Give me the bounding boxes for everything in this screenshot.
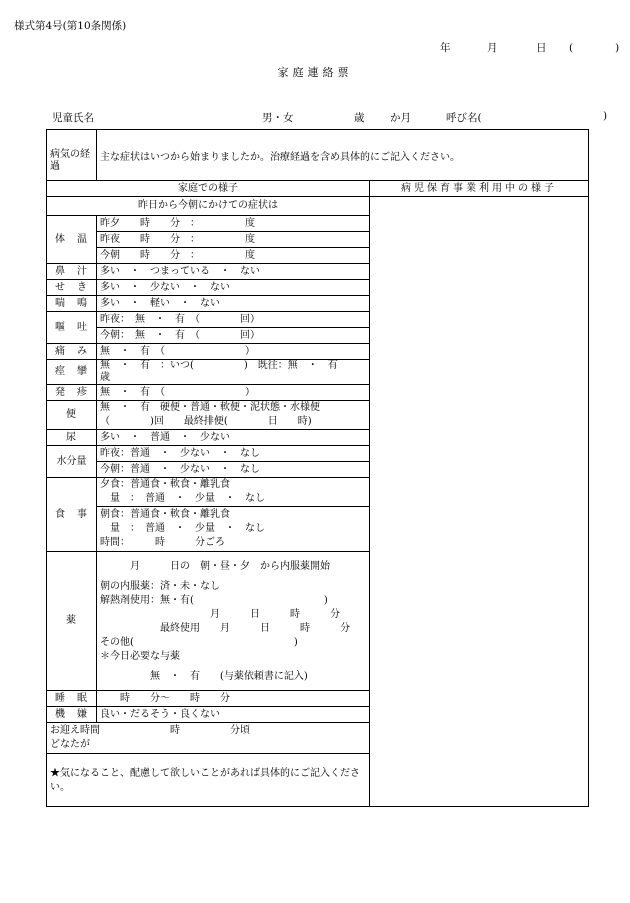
breakfast-line-1: 朝食：普通食・軟食・離乳食: [100, 509, 230, 520]
date-month: 月: [487, 42, 498, 54]
medicine-line-6: 最終使用 月 日 時 分: [100, 623, 350, 634]
cough-label: せ き: [47, 280, 97, 296]
pickup-time-line: [50, 724, 366, 738]
breakfast-line-2: 量 ： 普通 ・ 少量 ・ なし: [100, 523, 265, 534]
temperature-label: 体 温: [47, 216, 97, 264]
notes-field[interactable]: [47, 754, 370, 807]
vomit-night[interactable]: 昨夜： 無 ・ 有 （ 回）: [97, 312, 370, 328]
urine-options[interactable]: 多い ・ 普通 ・ 少ない: [97, 430, 370, 446]
wheeze-label: 喘 鳴: [47, 296, 97, 312]
seizure-options[interactable]: 無 ・ 有 ：いつ( ) 既往：無 ・ 有 歳: [97, 360, 370, 385]
stool-line-1: 無 ・ 有 硬便・普通・軟便・泥状態・水様便: [100, 402, 320, 413]
medicine-field[interactable]: [97, 552, 370, 691]
pickup-who: どなたが: [50, 739, 90, 750]
nickname-close: ): [603, 110, 608, 122]
dinner-line-1: 夕食：普通食・軟食・離乳食: [100, 479, 230, 490]
vomit-label: 嘔 吐: [47, 312, 97, 344]
temperature-night[interactable]: 昨夜 時 分 ： 度: [97, 232, 370, 248]
vomit-morning[interactable]: 今朝： 無 ・ 有 （ 回）: [97, 328, 370, 344]
meal-label: 食 事: [47, 478, 97, 552]
sex-label: 男・女: [262, 112, 294, 124]
urine-label: 尿: [47, 430, 97, 446]
medicine-line-5: 月 日 時 分: [100, 609, 340, 620]
medicine-line-3: 朝の内服薬：済・未・なし: [100, 581, 220, 592]
temperature-evening[interactable]: 昨夕 時 分 ： 度: [97, 216, 370, 232]
runny-nose-label: 鼻 汁: [47, 264, 97, 280]
wheeze-options[interactable]: 多い ・ 軽い ・ ない: [97, 296, 370, 312]
form-number: 様式第4号(第10条関係): [14, 20, 127, 32]
sleep-label: 睡 眠: [47, 691, 97, 707]
illness-field[interactable]: [97, 130, 589, 181]
dinner-line-2: 量 ： 普通 ・ 少量 ・ なし: [100, 493, 265, 504]
page-title: 家庭連絡票: [277, 66, 353, 79]
sleep-time[interactable]: 時 分〜 時 分: [97, 691, 370, 707]
medicine-label: 薬: [47, 552, 97, 691]
age-label: 歳: [354, 112, 365, 124]
medicine-line-4: 解熱剤使用：無・有( ): [100, 595, 328, 606]
dinner-options[interactable]: [97, 478, 370, 507]
medicine-line-8: ＊今日必要な与薬: [100, 651, 180, 662]
nickname-label: 呼び名(: [446, 112, 482, 124]
since-yesterday-header: 昨日から今朝にかけての症状は: [47, 197, 370, 216]
breakfast-line-3: 時間： 時 分ごろ: [100, 537, 225, 548]
mood-options[interactable]: 良い・だるそう・良くない: [97, 707, 370, 723]
mood-label: 機 嫌: [47, 707, 97, 723]
rash-label: 発 疹: [47, 385, 97, 401]
rash-options[interactable]: 無 ・ 有 （ ）: [97, 385, 370, 401]
stool-line-2: （ )回 最終排便( 日 時): [100, 416, 312, 427]
pickup-field[interactable]: [47, 723, 370, 754]
medicine-line-7: その他( ): [100, 637, 298, 648]
daycare-notes-field[interactable]: [370, 197, 589, 807]
pickup-time: 時 分頃: [170, 725, 250, 736]
home-column-header: 家庭での様子: [47, 181, 370, 197]
seizure-label: 痙 攣: [47, 360, 97, 385]
water-label: 水分量: [47, 446, 97, 478]
cough-options[interactable]: 多い ・ 少ない ・ ない: [97, 280, 370, 296]
pain-label: 痛 み: [47, 344, 97, 360]
pickup-label: お迎え時間: [50, 725, 100, 736]
water-night[interactable]: 昨夜：普通 ・ 少ない ・ なし: [97, 446, 370, 462]
notes-instruction: ★気になること、配慮して欲しいことがあれば具体的にご記入ください。: [50, 768, 360, 793]
illness-instruction: 主な症状はいつから始まりましたか。治療経過を含め具体的にご記入ください。: [100, 152, 460, 163]
stool-label: 便: [47, 401, 97, 430]
contact-form-table: [46, 129, 589, 807]
child-name-label: 児童氏名: [52, 112, 94, 124]
months-label: か月: [390, 112, 411, 124]
date-year: 年: [440, 42, 451, 54]
date-weekday: ( ): [569, 42, 620, 54]
daycare-column-header: 病児保育事業利用中の様子: [370, 181, 589, 197]
medicine-line-10: 無 ・ 有 (与薬依頼書に記入): [100, 671, 308, 682]
medicine-line-1: 月 日の 朝・昼・夕 から内服薬開始: [100, 561, 330, 572]
temperature-morning[interactable]: 今朝 時 分 ： 度: [97, 248, 370, 264]
water-morning[interactable]: 今朝：普通 ・ 少ない ・ なし: [97, 462, 370, 478]
illness-label: 病気の経過: [47, 130, 97, 181]
pain-options[interactable]: 無 ・ 有 （ ）: [97, 344, 370, 360]
breakfast-options[interactable]: [97, 507, 370, 552]
date-day: 日: [536, 42, 547, 54]
runny-nose-options[interactable]: 多い ・ つまっている ・ ない: [97, 264, 370, 280]
stool-options[interactable]: [97, 401, 370, 430]
